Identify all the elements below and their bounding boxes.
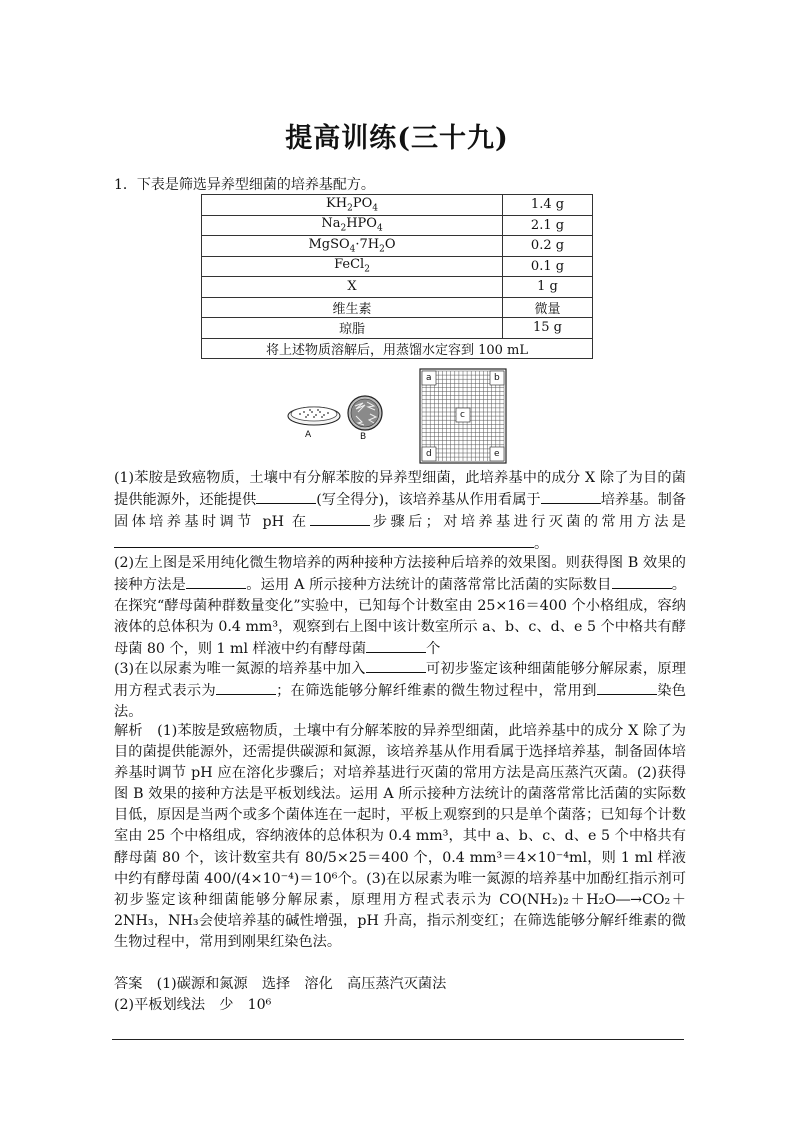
answer-blank xyxy=(114,533,534,548)
ingredient-name: X xyxy=(202,277,503,298)
ingredient-name: $KH_2PO_4$ xyxy=(202,195,503,216)
ingredient-amount: 1 g xyxy=(503,277,593,298)
grid-label-b: b xyxy=(494,373,500,383)
answer-blank xyxy=(256,489,316,504)
analysis-label: 解析 xyxy=(114,723,143,739)
ingredient-name: 琼脂 xyxy=(202,318,503,339)
ingredient-amount: 1.4 g xyxy=(503,195,593,216)
answer-blank xyxy=(310,511,370,526)
analysis-text: (1)苯胺是致癌物质，土壤中有分解苯胺的异养型细菌，此培养基中的成分 X 除了为目的菌提供能源外，还需提供碳源和氮源，该培养基从作用看属于选择培养基，制备固体培养基时调节 pH 应在溶化步骤后；对培养基进行灭菌的常用方法是高压蒸汽灭菌。(2)获得图 B 效果的接种方法是平板划线法。运用 A 所示接种方法统计的菌落常常比活菌的实际数目低，原因是当两个或多个菌体连在一起时，平板上观察到的只是单个菌落；已知每个计数室由 25 个中格组成，容纳液体的总体积为 0.4 mm³，其中 a、b、c、d、e 5 个中格共有酵母菌 80 个，该计数室共有 80/5×25＝400 个，0.4 mm³＝4×10⁻⁴ml，则 1 ml 样液中约有酵母菌 400/(4×10⁻⁴)＝10⁶个。(3)在以尿素为唯一氮源的培养基中加酚红指示剂可初步鉴定该种细菌能够分解尿素，原理用方程式表示为 CO(NH₂)₂＋H₂O―→CO₂＋2NH₃，NH₃会使培养基的碱性增强，pH 升高，指示剂变红；在筛选能够分解纤维素的微生物过程中，常用到刚果红染色法。 xyxy=(114,723,686,950)
figure-label-a: A xyxy=(305,430,312,440)
table-row xyxy=(202,318,593,339)
answer-blank xyxy=(366,658,426,673)
answer-blank xyxy=(186,574,246,589)
ingredient-name: 维生素 xyxy=(202,297,503,318)
answer-blank xyxy=(366,638,426,653)
figure-label-b: B xyxy=(360,432,367,442)
table-row xyxy=(202,195,593,216)
petri-dish-a-illustration xyxy=(286,400,346,434)
table-row xyxy=(202,297,593,318)
question-part-2: (2)左上图是采用纯化微生物培养的两种接种方法接种后培养的效果图。则获得图 B 效果的接种方法是 。运用 A 所示接种方法统计的菌落常常比活菌的实际数目 。在探究“酵母菌种群数量变化”实验中，已知每个计数室由 25×16＝400 个小格组成，容纳液体的总体积为 0.4 mm³，观察到右上图中该计数室所示 a、b、c、d、e 5 个中格共有酵母菌 80 个，则 1 ml 样液中约有酵母菌 个 xyxy=(114,555,686,658)
table-footer-row xyxy=(202,338,593,359)
answer-blank xyxy=(541,489,601,504)
ingredient-amount: 2.1 g xyxy=(503,215,593,236)
answer-blank xyxy=(216,680,276,695)
table-row xyxy=(202,215,593,236)
answer-label: 答案 xyxy=(114,976,143,992)
question-part-1: (1)苯胺是致癌物质，土壤中有分解苯胺的异养型细菌，此培养基中的成分 X 除了为目的菌提供能源外，还能提供 (写全得分)，该培养基从作用看属于 培养基。制备固体培养基时调节 pH 在 步骤后；对培养基进行灭菌的常用方法是。 xyxy=(114,470,686,553)
ingredient-name: $MgSO_4\cdot 7H_2O$ xyxy=(202,236,503,257)
analysis-section xyxy=(114,721,686,953)
recipe-table xyxy=(201,194,593,359)
ingredient-amount: 0.1 g xyxy=(503,256,593,277)
table-row xyxy=(202,256,593,277)
answer-blank xyxy=(597,680,657,695)
page-title: 提高训练(三十九) xyxy=(285,123,509,154)
page-divider xyxy=(112,1039,684,1040)
answer-line-1: 答案 (1)碳源和氮源 选择 溶化 高压蒸汽灭菌法 xyxy=(114,976,447,992)
answer-blank xyxy=(612,574,672,589)
ingredient-name: FeCl$_2$ xyxy=(202,256,503,277)
table-footer: 将上述物质溶解后，用蒸馏水定容到 100 mL xyxy=(202,338,593,359)
ingredient-amount: 微量 xyxy=(503,297,593,318)
grid-label-e: e xyxy=(494,449,500,459)
question-part-3: (3)在以尿素为唯一氮源的培养基中加入 可初步鉴定该种细菌能够分解尿素，原理用方程式表示为 ；在筛选能够分解纤维素的微生物过程中，常用到 染色法。 xyxy=(114,658,686,723)
table-row xyxy=(202,236,593,257)
table-row xyxy=(202,277,593,298)
streak-plate-b-illustration xyxy=(346,394,386,434)
ingredient-amount: 15 g xyxy=(503,318,593,339)
ingredient-name: $Na_2HPO_4$ xyxy=(202,215,503,236)
ingredient-amount: 0.2 g xyxy=(503,236,593,257)
grid-label-a: a xyxy=(426,373,432,383)
answer-line-2: (2)平板划线法 少 10⁶ xyxy=(114,997,272,1013)
question-intro: 1．下表是筛选异养型细菌的培养基配方。 xyxy=(114,177,375,193)
grid-label-c: c xyxy=(460,410,465,420)
grid-label-d: d xyxy=(426,449,432,459)
